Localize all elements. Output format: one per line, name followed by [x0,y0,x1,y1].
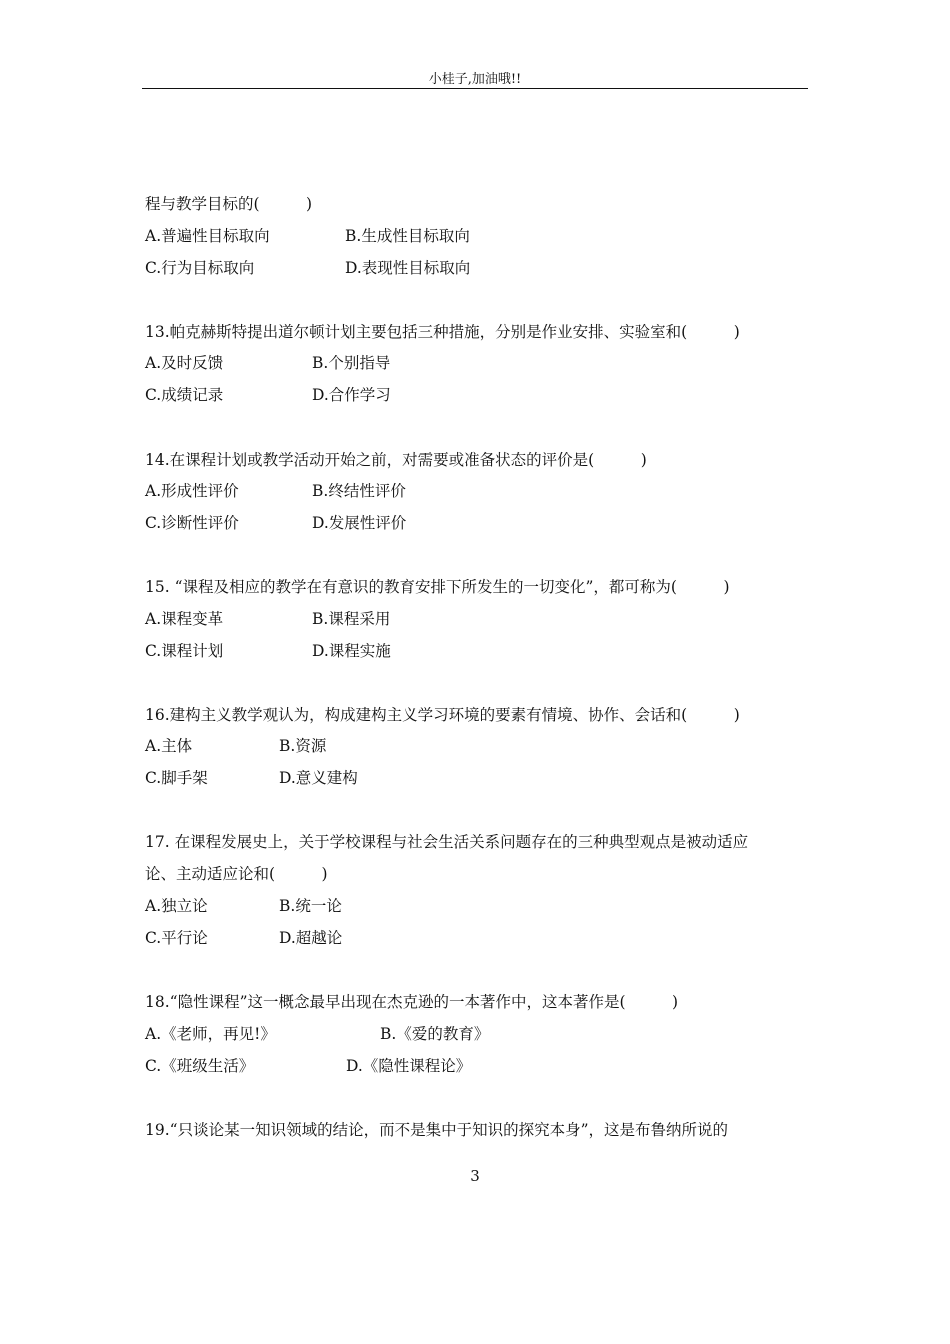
option-c: C.行为目标取向 [145,259,255,277]
question-stem: 程与教学目标的( ) [145,195,313,213]
option-c: C.平行论 [145,929,208,947]
option-d: D.合作学习 [312,386,391,404]
option-b: B.生成性目标取向 [345,227,470,245]
option-a: A.《老师，再见!》 [145,1025,276,1043]
header-rule [142,88,808,89]
option-c: C.诊断性评价 [145,514,239,532]
option-c: C.成绩记录 [145,386,224,404]
question-stem: 15. “课程及相应的教学在有意识的教育安排下所发生的一切变化”，都可称为( ) [145,578,730,596]
question-stem: 13.帕克赫斯特提出道尔顿计划主要包括三种措施，分别是作业安排、实验室和( ) [145,323,740,341]
option-b: B.课程采用 [312,610,391,628]
option-d: D.意义建构 [279,769,358,787]
option-c: C.课程计划 [145,642,224,660]
option-a: A.独立论 [145,897,208,915]
option-d: D.《隐性课程论》 [346,1057,472,1075]
page-number: 3 [470,1167,480,1185]
option-d: D.发展性评价 [312,514,407,532]
option-a: A.普遍性目标取向 [145,227,270,245]
option-c: C.《班级生活》 [145,1057,255,1075]
option-b: B.个别指导 [312,354,391,372]
option-b: B.《爱的教育》 [380,1025,490,1043]
option-a: A.形成性评价 [145,482,239,500]
question-stem-continued: 论、主动适应论和( ) [145,865,328,883]
question-stem: 14.在课程计划或教学活动开始之前，对需要或准备状态的评价是( ) [145,451,647,469]
option-d: D.表现性目标取向 [345,259,471,277]
option-a: A.主体 [145,737,193,755]
option-a: A.及时反馈 [145,354,224,372]
page-header: 小桂子,加油哦!! [428,72,522,87]
option-a: A.课程变革 [145,610,224,628]
question-stem: 18.“隐性课程”这一概念最早出现在杰克逊的一本著作中，这本著作是( ) [145,993,679,1011]
question-stem: 16.建构主义教学观认为，构成建构主义学习环境的要素有情境、协作、会话和( ) [145,706,740,724]
option-c: C.脚手架 [145,769,208,787]
option-d: D.超越论 [279,929,343,947]
question-stem: 19.“只谈论某一知识领域的结论，而不是集中于知识的探究本身”，这是布鲁纳所说的 [145,1121,729,1139]
option-b: B.资源 [279,737,327,755]
question-stem: 17. 在课程发展史上，关于学校课程与社会生活关系问题存在的三种典型观点是被动适应 [145,833,749,851]
option-b: B.终结性评价 [312,482,406,500]
option-d: D.课程实施 [312,642,391,660]
option-b: B.统一论 [279,897,342,915]
